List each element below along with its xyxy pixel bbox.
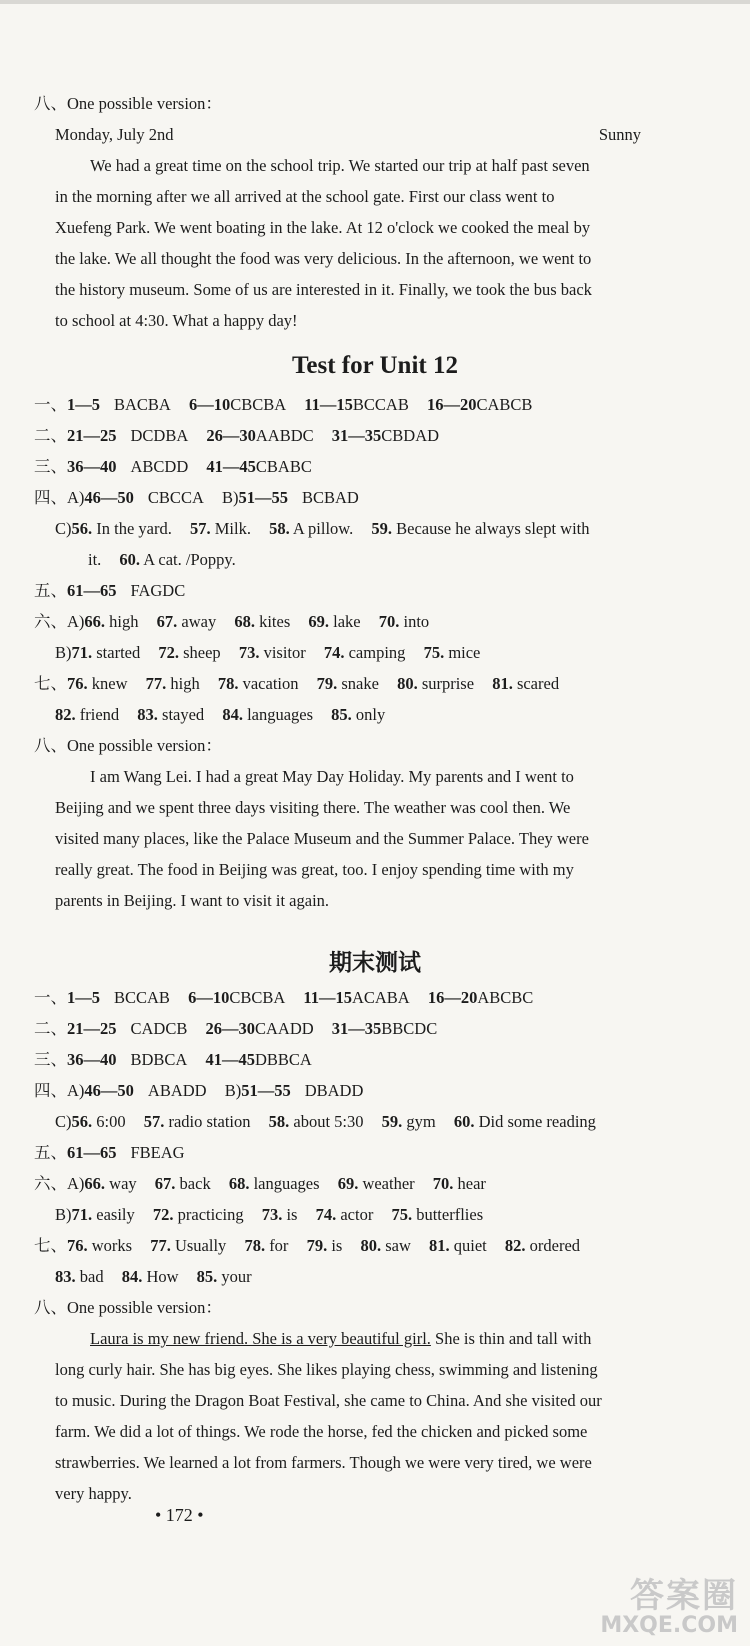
essay-line: visited many places, like the Palace Museum and the Summer Palace. They were	[55, 829, 589, 848]
section-heading: 八、One possible version：	[34, 1298, 222, 1317]
section-title: 期末测试	[329, 950, 421, 976]
answer-row: B)71. easily 72. practicing 73. is 74. actor 75. butterflies	[55, 1205, 484, 1224]
underlined-sentence: Laura is my new friend. She is a very beautiful girl.	[90, 1329, 431, 1348]
answer-row: 一、1—5 BCCAB 6—10CBCBA 11—15ACABA 16—20ABCBC	[34, 988, 534, 1007]
essay-line: to school at 4:30. What a happy day!	[55, 311, 298, 330]
answer-row: 四、A)46—50 ABADD B)51—55 DBADD	[34, 1081, 364, 1100]
answer-row: 六、A)66. high 67. away 68. kites 69. lake 70. into	[34, 612, 430, 631]
essay-line: in the morning after we all arrived at the school gate. First our class went to	[55, 187, 555, 206]
answer-row: 五、61—65 FAGDC	[34, 581, 186, 600]
page-number: • 172 •	[155, 1505, 204, 1525]
answer-row: C)56. In the yard. 57. Milk. 58. A pillow. 59. Because he always slept with	[55, 519, 590, 538]
essay-line: I am Wang Lei. I had a great May Day Holiday. My parents and I went to	[90, 767, 574, 786]
answer-row: 一、1—5 BACBA 6—10CBCBA 11—15BCCAB 16—20CABCB	[34, 395, 533, 414]
essay-line: We had a great time on the school trip. We started our trip at half past seven	[90, 156, 590, 175]
section-title: Test for Unit 12	[292, 352, 458, 379]
answer-row: 二、21—25 CADCB 26—30CAADD 31—35BBCDC	[34, 1019, 438, 1038]
answer-row: 五、61—65 FBEAG	[34, 1143, 185, 1162]
essay-line: strawberries. We learned a lot from farmers. Though we were very tired, we were	[55, 1453, 592, 1472]
answer-row: B)71. started 72. sheep 73. visitor 74. camping 75. mice	[55, 643, 481, 662]
answer-row: 82. friend 83. stayed 84. languages 85. only	[55, 705, 386, 724]
section-heading: 八、One possible version：	[34, 94, 222, 113]
essay-line: very happy.	[55, 1484, 132, 1503]
answer-row: 三、36—40 ABCDD 41—45CBABC	[34, 457, 312, 476]
answer-row: 四、A)46—50 CBCCA B)51—55 BCBAD	[34, 488, 359, 507]
essay-line: Xuefeng Park. We went boating in the lake. At 12 o'clock we cooked the meal by	[55, 218, 591, 237]
watermark-logo-text: 答案圈	[630, 1576, 738, 1616]
essay-line: Beijing and we spent three days visiting there. The weather was cool then. We	[55, 798, 571, 817]
essay-line: to music. During the Dragon Boat Festival, she came to China. And she visited our	[55, 1391, 602, 1410]
answer-row: 三、36—40 BDBCA 41—45DBBCA	[34, 1050, 312, 1069]
section-heading: 八、One possible version：	[34, 736, 222, 755]
answer-row: it. 60. A cat. /Poppy.	[88, 550, 236, 569]
answer-row: 83. bad 84. How 85. your	[55, 1267, 252, 1286]
essay-line: farm. We did a lot of things. We rode the horse, fed the chicken and picked some	[55, 1422, 588, 1441]
answer-row: 七、76. knew 77. high 78. vacation 79. snake 80. surprise 81. scared	[34, 674, 560, 693]
diary-date-row	[55, 124, 641, 146]
answer-row: 六、A)66. way 67. back 68. languages 69. weather 70. hear	[34, 1174, 486, 1193]
essay-line: the history museum. Some of us are interested in it. Finally, we took the bus back	[55, 280, 592, 299]
watermark-url: MXQE.COM	[600, 1613, 738, 1638]
essay-line: the lake. We all thought the food was very delicious. In the afternoon, we went to	[55, 249, 592, 268]
answer-row: 七、76. works 77. Usually 78. for 79. is 80. saw 81. quiet 82. ordered	[34, 1236, 581, 1255]
essay-line: parents in Beijing. I want to visit it again.	[55, 891, 330, 910]
essay-line: really great. The food in Beijing was great, too. I enjoy spending time with my	[55, 860, 574, 879]
answer-row: 二、21—25 DCDBA 26—30AABDC 31—35CBDAD	[34, 426, 440, 445]
diary-date: Monday, July 2nd	[55, 125, 174, 144]
watermark	[600, 1578, 738, 1638]
answer-row: C)56. 6:00 57. radio station 58. about 5:30 59. gym 60. Did some reading	[55, 1112, 596, 1131]
essay-line: Laura is my new friend. She is a very beautiful girl. She is thin and tall with	[90, 1329, 592, 1348]
essay-line: long curly hair. She has big eyes. She likes playing chess, swimming and listening	[55, 1360, 598, 1379]
diary-weather: Sunny	[598, 125, 641, 144]
